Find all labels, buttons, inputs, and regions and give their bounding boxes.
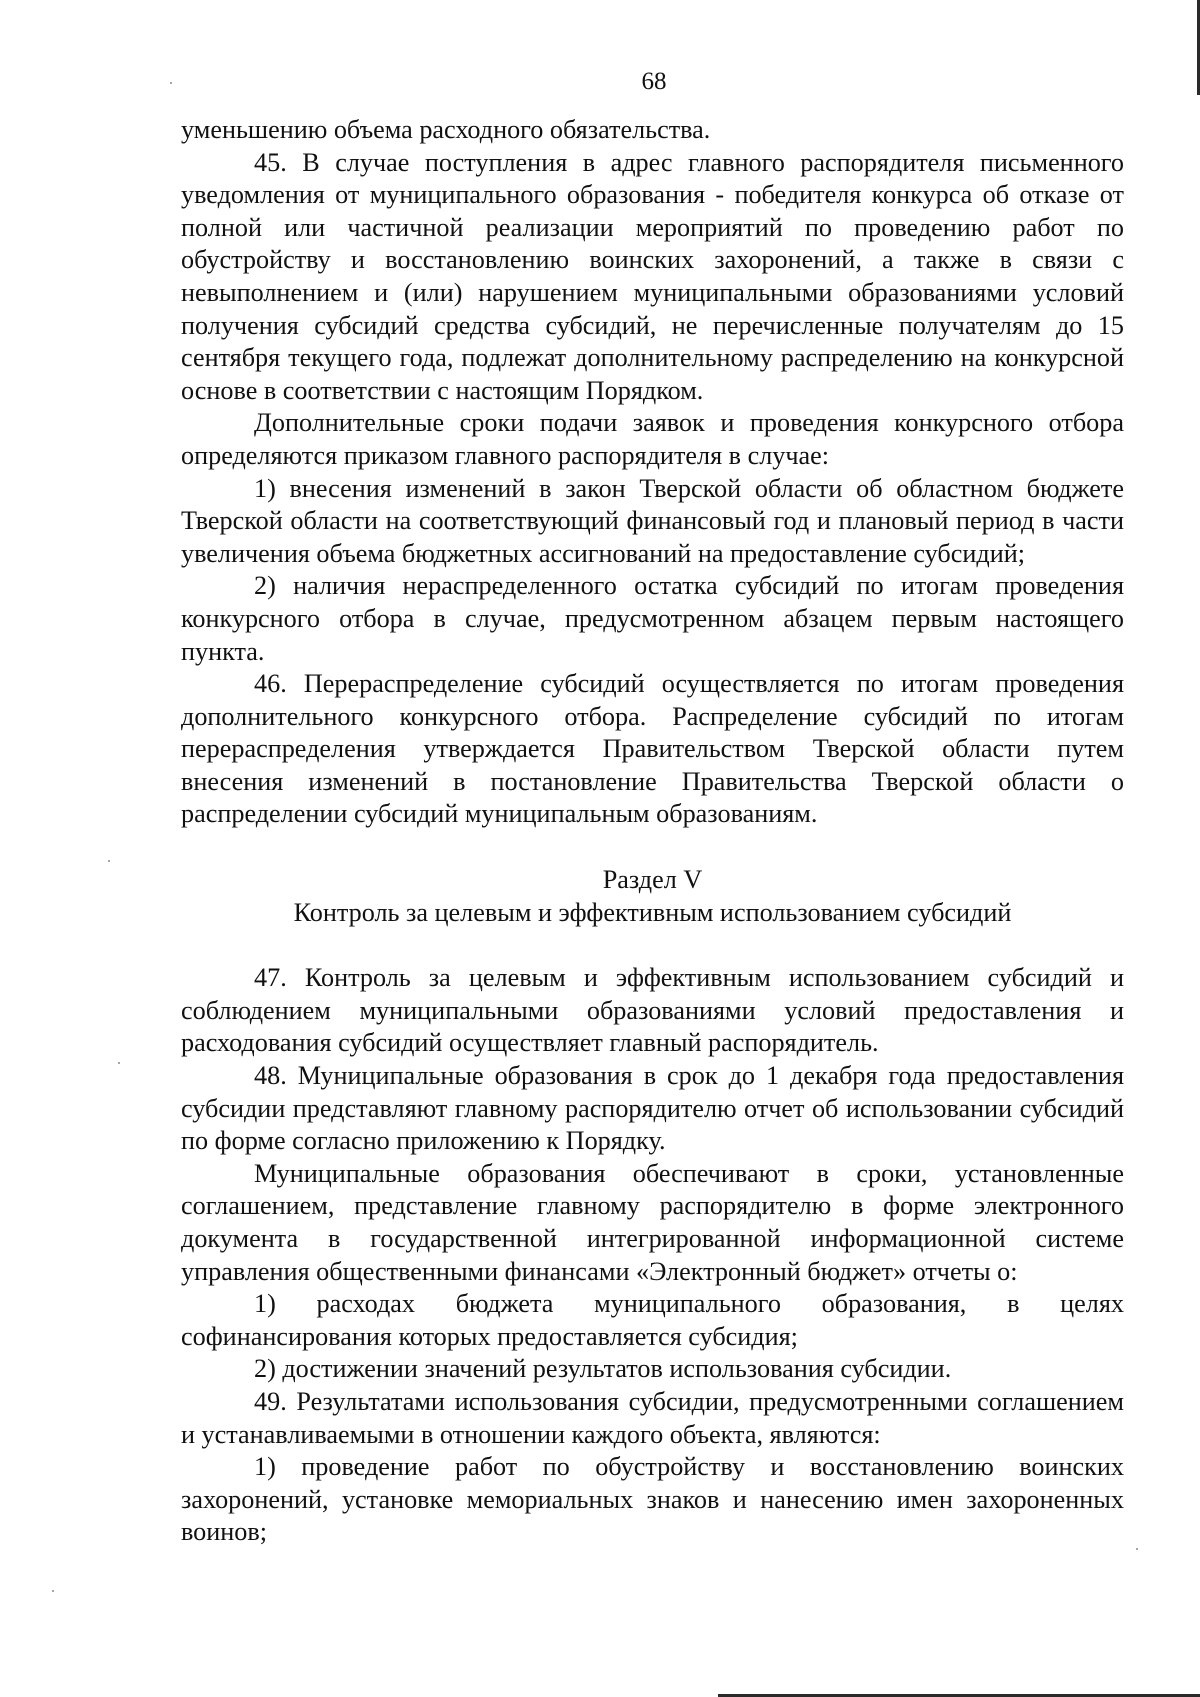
report-item-1: 1) расходах бюджета муниципального образования, в целях софинансирования которых предоставляется субсидия;	[181, 1289, 1124, 1351]
report-item-2: 2) достижении значений результатов использования субсидии.	[254, 1354, 952, 1384]
paragraph-additional-terms: Дополнительные сроки подачи заявок и проведения конкурсного отбора определяются приказом главного распорядителя в случае:	[181, 408, 1124, 470]
paragraph-48: 48. Муниципальные образования в срок до 1 декабря года предоставления субсидии представляют главному распорядителю отчет об использовании субсидий по форме согласно приложению к Порядку.	[181, 1061, 1124, 1156]
list-item-2: 2) наличия нераспределенного остатка субсидий по итогам проведения конкурсного отбора в случае, предусмотренном абзацем первым настоящего пункта.	[181, 571, 1124, 666]
paragraph-45: 45. В случае поступления в адрес главного распорядителя письменного уведомления от муниципального образования - победителя конкурса об отказе от полной или частичной реализации мероприятий по проведению работ по обустройству и восстановлению воинских захоронений, а также в связи с невыполнением и (или) нарушением муниципальными образованиями условий получения субсидий средства субсидий, не перечисленные получателям до 15 сентября текущего года, подлежат дополнительному распределению на конкурсной основе в соответствии с настоящим Порядком.	[181, 147, 1124, 405]
paragraph-46: 46. Перераспределение субсидий осуществляется по итогам проведения дополнительного конкурсного отбора. Распределение субсидий по итогам перераспределения утверждается Правительством Тверской области путем внесения изменений в постановление Правительства Тверской области о распределении субсидий муниципальным образованиям.	[181, 669, 1124, 829]
section-title: Контроль за целевым и эффективным использованием субсидий	[293, 897, 1012, 927]
list-item-1: 1) внесения изменений в закон Тверской области об областном бюджете Тверской области на соответствующий финансовый год и плановый период в части увеличения объема бюджетных ассигнований на предоставление субсидий;	[181, 473, 1124, 568]
paragraph-continuation: уменьшению объема расходного обязательства.	[181, 115, 711, 144]
scan-speck	[108, 860, 110, 862]
scan-speck	[52, 1590, 54, 1592]
section-label: Раздел V	[602, 865, 703, 895]
scan-speck	[1136, 1548, 1138, 1550]
scan-speck	[170, 82, 172, 84]
paragraph-47: 47. Контроль за целевым и эффективным использованием субсидий и соблюдением муниципальными образованиями условий предоставления и расходования субсидий осуществляет главный распорядитель.	[181, 963, 1124, 1058]
paragraph-49: 49. Результатами использования субсидии, предусмотренными соглашением и устанавливаемыми в отношении каждого объекта, являются:	[181, 1386, 1124, 1449]
result-item-1: 1) проведение работ по обустройству и восстановлению воинских захоронений, установке мемориальных знаков и нанесению имен захороненных воинов;	[181, 1452, 1124, 1547]
document-body	[181, 114, 1124, 1549]
page-number: 68	[641, 68, 667, 95]
paragraph-reports: Муниципальные образования обеспечивают в сроки, установленные соглашением, представление главному распорядителю в форме электронного документа в государственной интегрированной информационной системе управления общественными финансами «Электронный бюджет» отчеты о:	[181, 1158, 1124, 1286]
scan-speck	[118, 1062, 120, 1064]
